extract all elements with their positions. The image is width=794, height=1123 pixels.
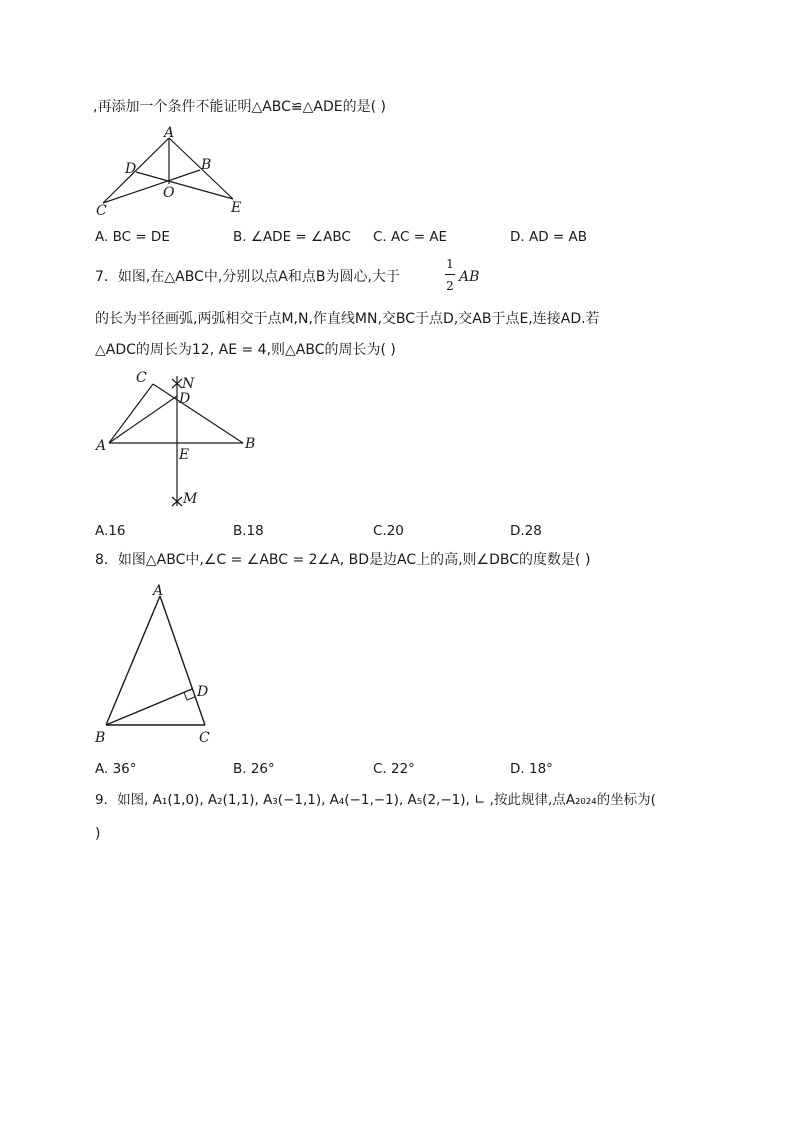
q6-figure — [90, 124, 260, 220]
q9-line1: 9．如图, A₁(1,0), A₂(1,1), A₃(−1,1), A₄(−1,−1), A₅(2,−1), ∟ ,按此规律,点A₂₀₂₄的坐标为( — [95, 792, 656, 808]
q6-option-b: B. ∠ADE = ∠ABC — [233, 229, 351, 245]
q8-option-c: C. 22° — [373, 761, 415, 777]
q7-label-d: D — [179, 391, 191, 407]
q7-label-b: B — [245, 436, 256, 452]
q8-label-b: B — [95, 730, 106, 746]
q7-fraction-denominator: 2 — [446, 279, 454, 293]
q8-label-d: D — [197, 684, 209, 700]
q7-label-a: A — [96, 438, 107, 454]
q6-label-a: A — [164, 125, 175, 141]
q6-label-b: B — [201, 157, 212, 173]
q6-label-o: O — [163, 185, 175, 201]
q7-line1-suffix: AB — [459, 269, 480, 285]
q9-line2: ) — [95, 826, 101, 842]
q7-label-c: C — [136, 370, 147, 386]
q7-option-b: B.18 — [233, 523, 264, 539]
q8-option-b: B. 26° — [233, 761, 275, 777]
q7-line1-prefix: 7．如图,在△ABC中,分别以点A和点B为圆心,大于 — [95, 269, 400, 285]
q7-label-n: N — [182, 376, 195, 392]
q6-label-d: D — [125, 161, 137, 177]
q7-fraction-bar — [445, 274, 455, 275]
q8-option-a: A. 36° — [95, 761, 137, 777]
q8-stem: 8．如图△ABC中,∠C = ∠ABC = 2∠A, BD是边AC上的高,则∠DBC的度数是( ) — [95, 552, 591, 568]
q7-option-d: D.28 — [510, 523, 542, 539]
q6-stem: ,再添加一个条件不能证明△ABC≌△ADE的是( ) — [93, 99, 387, 115]
q7-figure — [90, 366, 270, 516]
q8-figure — [90, 578, 230, 748]
q6-label-e: E — [231, 200, 242, 216]
q7-fraction-numerator: 1 — [446, 257, 454, 271]
q7-option-a: A.16 — [95, 523, 126, 539]
q8-option-d: D. 18° — [510, 761, 553, 777]
q6-option-d: D. AD = AB — [510, 229, 587, 245]
q6-option-a: A. BC = DE — [95, 229, 170, 245]
q7-line2: 的长为半径画弧,两弧相交于点M,N,作直线MN,交BC于点D,交AB于点E,连接AD.若 — [95, 311, 600, 327]
q8-label-a: A — [153, 583, 164, 599]
q6-label-c: C — [96, 203, 107, 219]
q7-line3: △ADC的周长为12, AE = 4,则△ABC的周长为( ) — [95, 342, 396, 358]
q7-label-e: E — [179, 447, 190, 463]
q7-label-m: M — [183, 491, 198, 507]
q7-option-c: C.20 — [373, 523, 404, 539]
q8-label-c: C — [199, 730, 210, 746]
q6-option-c: C. AC = AE — [373, 229, 448, 245]
